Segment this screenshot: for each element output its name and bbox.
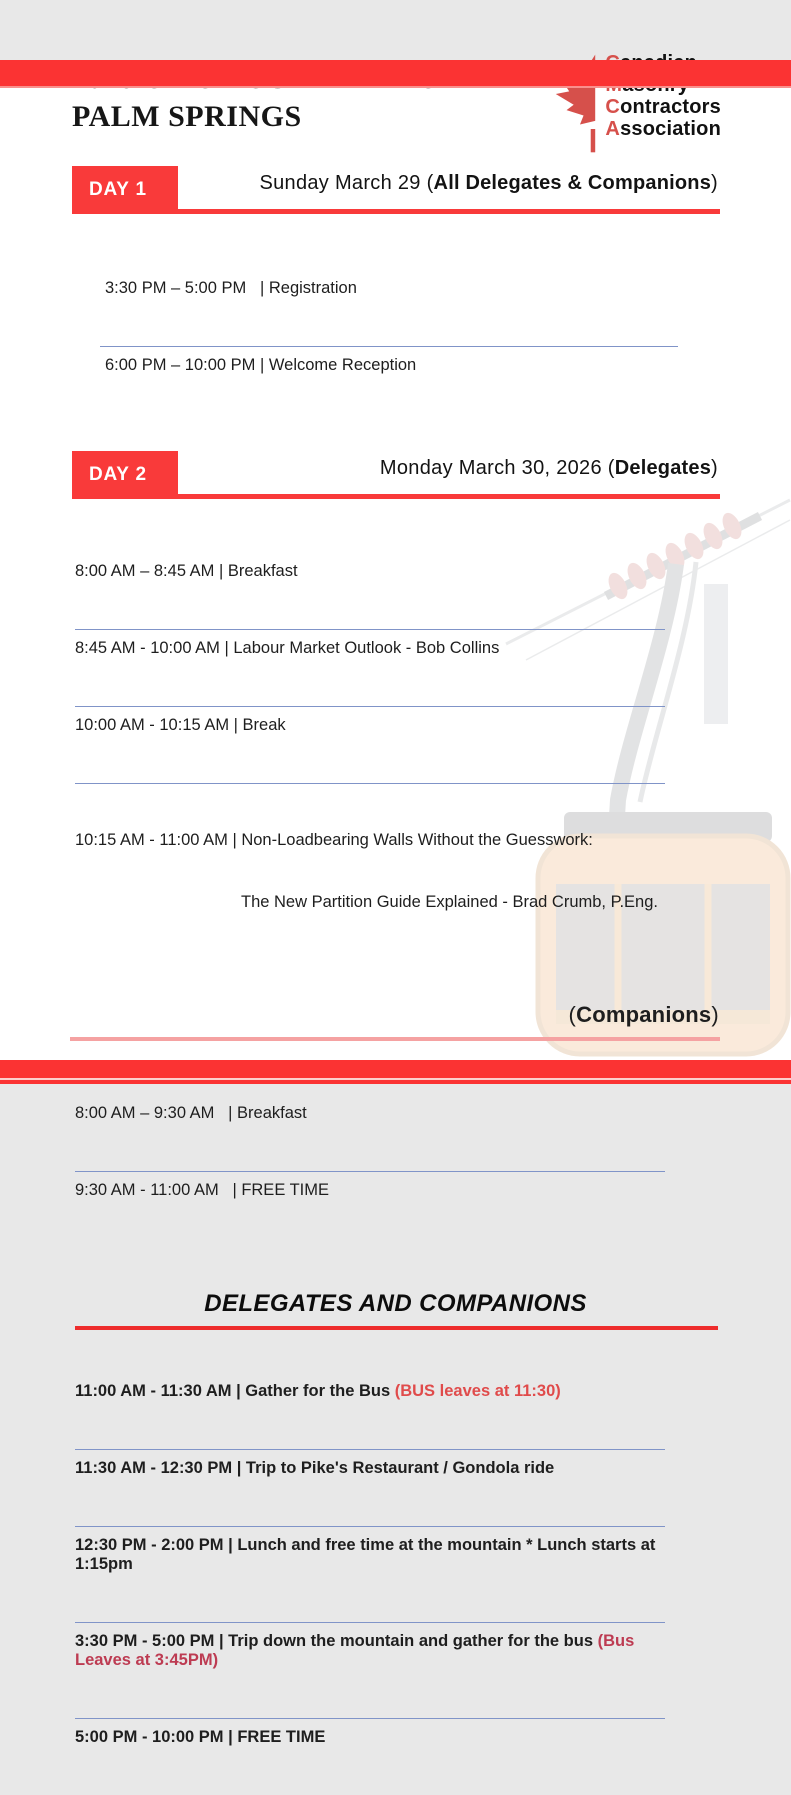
day1-banner: [72, 166, 720, 214]
day1-label-box: DAY 1: [72, 166, 178, 214]
conference-schedule-page: [0, 60, 791, 1746]
companions-schedule: [75, 1057, 665, 1248]
schedule-row: 9:30 AM - 11:00 AM | FREE TIME: [75, 1171, 665, 1210]
document-content: [0, 60, 791, 1795]
logo-line: Contractors: [605, 96, 721, 118]
day2-banner-underline: [178, 494, 720, 499]
schedule-row: 8:00 AM – 9:30 AM | Breakfast: [75, 1104, 307, 1122]
schedule-row-continuation: The New Partition Guide Explained - Brad Crumb, P.Eng.: [241, 893, 658, 911]
day2-label-box: DAY 2: [72, 451, 178, 499]
schedule-row: 10:00 AM - 10:15 AM | Break: [75, 706, 665, 745]
bus-note-highlight: (BUS leaves at 11:30): [394, 1382, 561, 1400]
schedule-row: 11:00 AM - 11:30 AM | Gather for the Bus (BUS leaves at 11:30): [75, 1382, 561, 1400]
schedule-row: 3:30 PM – 5:00 PM | Registration: [105, 279, 357, 297]
bottom-red-band: [0, 1060, 791, 1084]
schedule-row: 11:30 AM - 12:30 PM | Trip to Pike's Restaurant / Gondola ride: [75, 1449, 665, 1488]
day2-banner: [72, 451, 720, 499]
day1-banner-underline: [178, 209, 720, 214]
day1-schedule: [100, 232, 678, 423]
logo-line: Association: [605, 118, 721, 140]
delegates-companions-heading: DELEGATES AND COMPANIONS: [204, 1290, 587, 1317]
schedule-row: 3:30 PM - 5:00 PM | Trip down the mountain and gather for the bus (Bus Leaves at 3:45PM): [75, 1622, 665, 1680]
top-red-band: [0, 60, 791, 88]
schedule-row: 8:45 AM - 10:00 AM | Labour Market Outlook - Bob Collins: [75, 629, 665, 668]
schedule-row: 10:15 AM - 11:00 AM | Non-Loadbearing Walls Without the Guesswork: The New Partition Guide Explained - Brad Crumb, P.Eng.: [75, 783, 665, 960]
day1-heading: Sunday March 29 (All Delegates & Companions): [259, 172, 718, 194]
page-title-line2: PALM SPRINGS: [72, 99, 302, 133]
schedule-row: 12:30 PM - 2:00 PM | Lunch and free time at the mountain * Lunch starts at 1:15pm: [75, 1526, 665, 1584]
bus-note-highlight: (Bus Leaves at 3:45PM): [75, 1632, 639, 1669]
schedule-row: 8:00 AM – 8:45 AM | Breakfast: [75, 562, 298, 580]
companions-heading: (Companions): [568, 1002, 719, 1027]
day2-schedule: [75, 515, 665, 998]
schedule-row: 5:00 PM - 10:00 PM | FREE TIME: [75, 1718, 665, 1757]
delegates-companions-schedule: [75, 1335, 665, 1795]
schedule-row: 6:00 PM – 10:00 PM | Welcome Reception: [100, 346, 678, 385]
day2-heading: Monday March 30, 2026 (Delegates): [379, 457, 718, 479]
